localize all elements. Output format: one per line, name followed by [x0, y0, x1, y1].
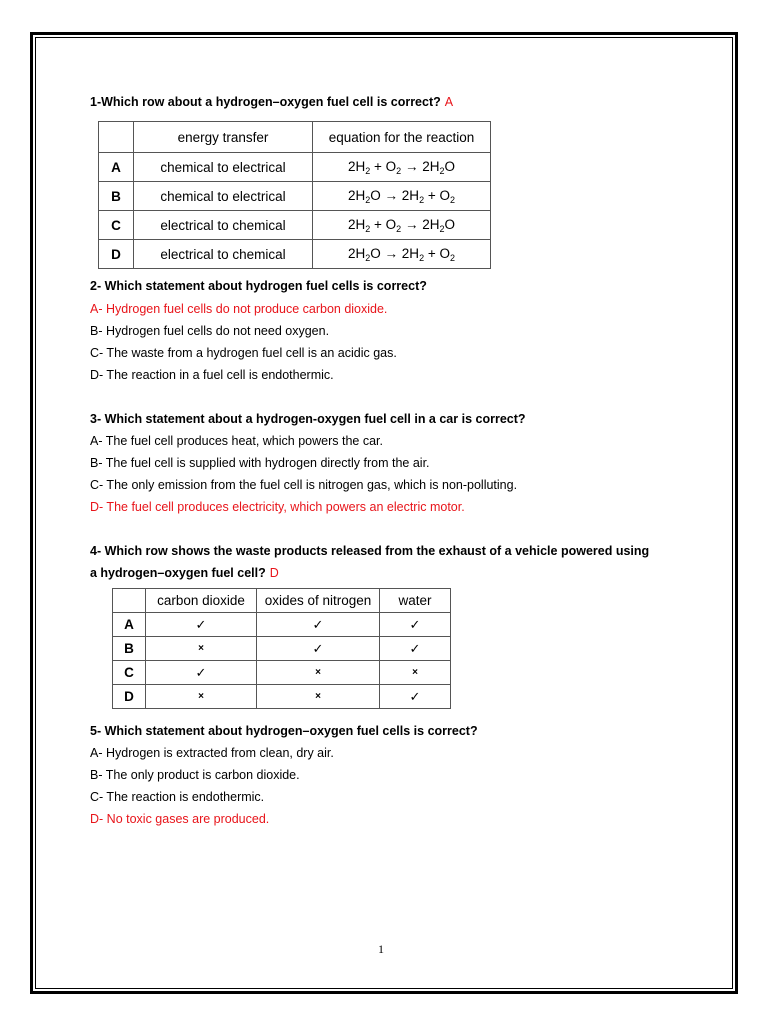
q4-cell-water: × [380, 661, 451, 685]
q3-option-b: B- The fuel cell is supplied with hydrogen directly from the air. [90, 456, 430, 470]
q4-cell-water: ✓ [380, 637, 451, 661]
q4-cell-carbon-dioxide: × [146, 685, 257, 709]
question-1 [90, 95, 453, 109]
q4-cell-carbon-dioxide: × [146, 637, 257, 661]
q4-row-label: A [113, 613, 146, 637]
q4-cell-carbon-dioxide: ✓ [146, 661, 257, 685]
q1-equation: $2H_2O \to 2H_2 + O_2$ [313, 240, 491, 269]
q4-row-b [113, 637, 451, 661]
question-4-line-2 [90, 566, 279, 580]
q5-option-d: D- No toxic gases are produced. [90, 812, 270, 826]
q1-equation: $2H_2 + O_2 \to 2H_2O$ [313, 211, 491, 240]
question-4-answer: D [269, 566, 279, 580]
q4-header-carbon-dioxide: carbon dioxide [146, 589, 257, 613]
q1-header-energy-transfer: energy transfer [134, 122, 313, 153]
q4-header-water: water [380, 589, 451, 613]
q4-cell-oxides-of-nitrogen: ✓ [257, 637, 380, 661]
q4-row-label: D [113, 685, 146, 709]
q2-option-c: C- The waste from a hydrogen fuel cell is an acidic gas. [90, 346, 397, 360]
q5-option-b: B- The only product is carbon dioxide. [90, 768, 300, 782]
q1-header-blank [99, 122, 134, 153]
q1-energy-transfer: chemical to electrical [134, 182, 313, 211]
page-number: 1 [378, 942, 384, 956]
q3-option-a: A- The fuel cell produces heat, which powers the car. [90, 434, 383, 448]
q1-row-label: D [99, 240, 134, 269]
question-1-table [98, 121, 491, 269]
q4-cell-water: ✓ [380, 613, 451, 637]
q4-cell-carbon-dioxide: ✓ [146, 613, 257, 637]
q4-cell-oxides-of-nitrogen: ✓ [257, 613, 380, 637]
q1-equation: $2H_2 + O_2 \to 2H_2O$ [313, 153, 491, 182]
q1-row-a [99, 153, 491, 182]
q2-option-b: B- Hydrogen fuel cells do not need oxygen. [90, 324, 330, 338]
question-3: 3- Which statement about a hydrogen-oxygen fuel cell in a car is correct? [90, 412, 526, 426]
q4-cell-oxides-of-nitrogen: × [257, 661, 380, 685]
q4-row-label: B [113, 637, 146, 661]
q1-header-equation: equation for the reaction [313, 122, 491, 153]
q5-option-a: A- Hydrogen is extracted from clean, dry air. [90, 746, 334, 760]
q2-option-d: D- The reaction in a fuel cell is endothermic. [90, 368, 334, 382]
question-4-table [112, 588, 451, 709]
q1-energy-transfer: electrical to chemical [134, 211, 313, 240]
q4-header-blank [113, 589, 146, 613]
question-1-answer: A [444, 95, 454, 109]
q4-row-c [113, 661, 451, 685]
q1-row-label: B [99, 182, 134, 211]
q1-energy-transfer: electrical to chemical [134, 240, 313, 269]
q1-row-c [99, 211, 491, 240]
q4-row-d [113, 685, 451, 709]
q4-row-a [113, 613, 451, 637]
question-4-line-1: 4- Which row shows the waste products released from the exhaust of a vehicle powered using [90, 544, 650, 558]
q4-cell-water: ✓ [380, 685, 451, 709]
q1-row-label: A [99, 153, 134, 182]
question-5: 5- Which statement about hydrogen–oxygen fuel cells is correct? [90, 724, 478, 738]
q1-equation: $2H_2O \to 2H_2 + O_2$ [313, 182, 491, 211]
question-2: 2- Which statement about hydrogen fuel cells is correct? [90, 279, 427, 293]
q4-row-label: C [113, 661, 146, 685]
q3-option-d: D- The fuel cell produces electricity, which powers an electric motor. [90, 500, 465, 514]
q2-option-a: A- Hydrogen fuel cells do not produce carbon dioxide. [90, 302, 388, 316]
question-1-text: 1-Which row about a hydrogen–oxygen fuel cell is correct? [90, 95, 441, 109]
q4-cell-oxides-of-nitrogen: × [257, 685, 380, 709]
q1-row-label: C [99, 211, 134, 240]
q4-header-oxides-of-nitrogen: oxides of nitrogen [257, 589, 380, 613]
q3-option-c: C- The only emission from the fuel cell is nitrogen gas, which is non-polluting. [90, 478, 518, 492]
q5-option-c: C- The reaction is endothermic. [90, 790, 265, 804]
q1-row-d [99, 240, 491, 269]
question-4-text: a hydrogen–oxygen fuel cell? [90, 566, 266, 580]
q1-row-b [99, 182, 491, 211]
q1-energy-transfer: chemical to electrical [134, 153, 313, 182]
